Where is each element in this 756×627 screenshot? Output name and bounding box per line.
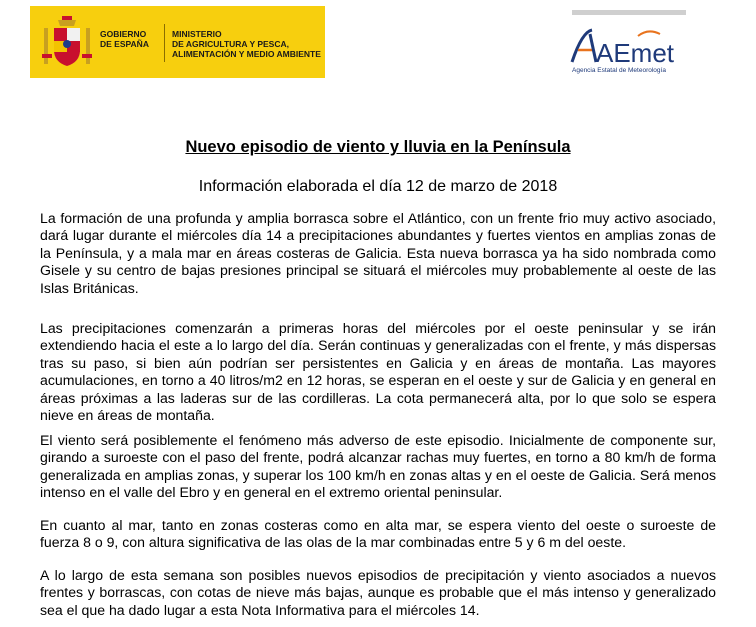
paragraph-2: Las precipitaciones comenzarán a primeras horas del miércoles por el oeste peninsular y se irán extendiendo hacia el este a lo largo del día. Serán continuas y generalizadas con el frente, y más dispersas tras su paso, si bien aún podrían ser persistentes en Galicia y en áreas de montaña. Las mayores acumulaciones, en torno a 40 litros/m2 en 12 horas, se esperan en el oeste y sur de Galicia y en general en áreas próximas a las laderas sur de las cordilleras. La cota permanecerá alta, por lo que solo se espera nieve en áreas de montaña.: [40, 320, 716, 424]
paragraph-4: En cuanto al mar, tanto en zonas costeras como en alta mar, se espera viento del oeste o suroeste de fuerza 8 o 9, con altura significativa de las olas de la mar combinadas entre 5 y 6 m del oeste.: [40, 517, 716, 551]
aemet-subtitle: Agencia Estatal de Meteorología: [572, 67, 666, 74]
coat-of-arms-icon: [42, 14, 92, 72]
government-banner: [30, 6, 325, 78]
paragraph-1: La formación de una profunda y amplia borrasca sobre el Atlántico, con un frente frio muy activo asociado, dará lugar durante el miércoles día 14 a precipitaciones abundantes y fuertes vientos en amplias zonas de la Península, y a mala mar en áreas costeras de Galicia. Esta nueva borrasca ya ha sido nombrada como Gisele y su centro de bajas presiones principal se situará el miércoles muy probablemente al oeste de las Islas Británicas.: [40, 210, 716, 296]
banner-divider: [164, 24, 165, 62]
government-name: GOBIERNO DE ESPAÑA: [100, 29, 149, 49]
paragraph-5: A lo largo de esta semana son posibles nuevos episodios de precipitación y viento asociados a nuevos frentes y borrascas, con cotas de nieve más bajas, aunque es probable que el más intenso y generalizado sea el que ha dado lugar a esta Nota Informativa para el miércoles 14.: [40, 567, 716, 618]
aemet-logo-text: AEmet: [596, 38, 675, 68]
ministry-name: MINISTERIO DE AGRICULTURA Y PESCA, ALIMENTACIÓN Y MEDIO AMBIENTE: [172, 29, 321, 59]
document-title: Nuevo episodio de viento y lluvia en la Península: [185, 138, 571, 156]
header-rule: [572, 10, 686, 15]
date-line: Información elaborada el día 12 de marzo de 2018: [198, 178, 558, 195]
paragraph-3: El viento será posiblemente el fenómeno más adverso de este episodio. Inicialmente de componente sur, girando a suroeste con el paso del frente, podrá alcanzar rachas muy fuertes, en torno a 80 km/h de forma generalizada en amplias zonas, y superar los 100 km/h en zonas altas y en el oeste de Galicia. Será menos intenso en el valle del Ebro y en general en el extremo oriental peninsular.: [40, 432, 716, 501]
